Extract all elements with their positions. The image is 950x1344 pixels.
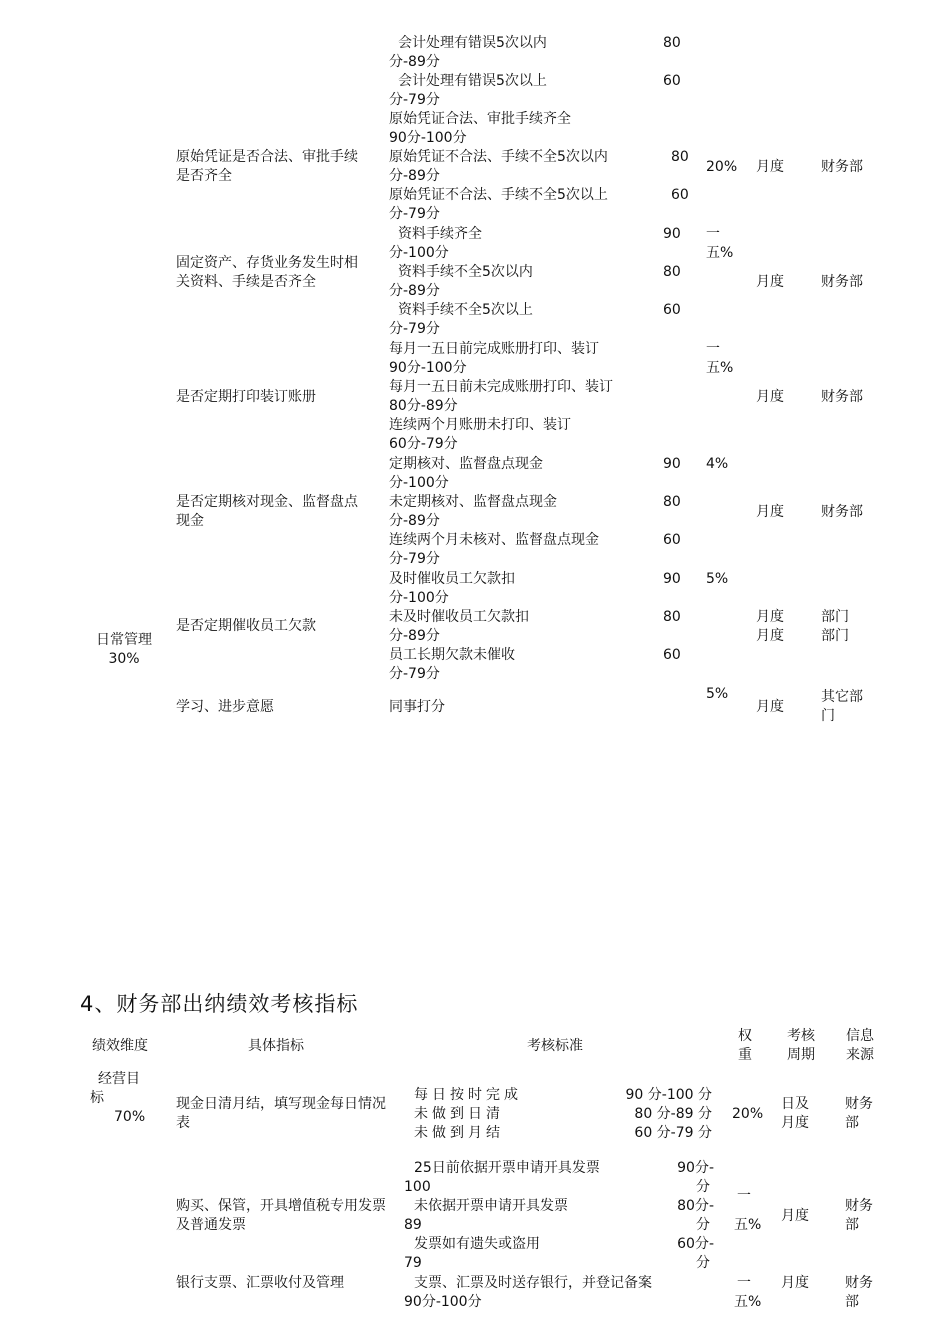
source-cell: 其它部 [821, 689, 863, 705]
criteria-score: 分 [696, 1255, 710, 1271]
criteria-line: 连续两个月未核对、监督盘点现金 [389, 532, 599, 548]
criteria-line: 90分-100分 [389, 130, 467, 146]
indicator-cell: 银行支票、汇票收付及管理 [176, 1275, 344, 1291]
dimension-weight: 70% [114, 1109, 146, 1125]
period-cell: 月度 [756, 504, 784, 520]
criteria-line: 分-79分 [389, 551, 440, 567]
criteria-line: 同事打分 [389, 699, 445, 715]
criteria-line: 分-89分 [389, 54, 440, 70]
dimension-name: 标 [90, 1090, 104, 1106]
period-cell: 月度 [756, 389, 784, 405]
weight-cell: 一 [737, 1275, 751, 1291]
criteria-score: 90 [663, 226, 681, 242]
criteria-score: 90 [663, 571, 681, 587]
criteria-score: 80 [663, 264, 681, 280]
criteria-line: 80分-89分 [389, 398, 458, 414]
header-source: 信息 [846, 1028, 874, 1044]
weight-cell: 五% [734, 1217, 762, 1233]
criteria-score: 分 [696, 1179, 710, 1195]
weight-cell: 5% [706, 686, 729, 702]
header-criteria: 考核标准 [527, 1038, 583, 1054]
source-cell: 财务 [845, 1096, 873, 1112]
weight-cell: 一 [706, 341, 720, 357]
source-cell: 部 [845, 1217, 859, 1233]
criteria-line: 资料手续不全5次以上 [398, 302, 533, 318]
header-period: 考核 [787, 1028, 815, 1044]
criteria-line: 每月一五日前完成账册打印、装订 [389, 341, 599, 357]
weight-cell: 一 [706, 226, 720, 242]
indicator-cell: 学习、进步意愿 [176, 699, 274, 715]
weight-cell: 五% [706, 360, 734, 376]
criteria-line: 资料手续齐全 [398, 226, 482, 242]
source-cell: 财务 [845, 1275, 873, 1291]
criteria-score: 80 分-89 分 [634, 1106, 712, 1122]
criteria-score: 80 [663, 35, 681, 51]
criteria-score: 90 [663, 456, 681, 472]
period-cell: 月度 [756, 699, 784, 715]
weight-cell: 五% [706, 245, 734, 261]
period-cell: 月度 [756, 274, 784, 290]
header-weight: 权 [738, 1028, 752, 1044]
criteria-line: 资料手续不全5次以内 [398, 264, 533, 280]
dimension-name: 日常管理 [96, 632, 152, 648]
header-period: 周期 [787, 1047, 815, 1063]
source-cell: 财务部 [821, 389, 863, 405]
criteria-line: 员工长期欠款未催收 [389, 647, 515, 663]
criteria-line: 89 [404, 1217, 422, 1233]
criteria-score: 60 [663, 647, 681, 663]
criteria-line: 未做到月结 [414, 1125, 504, 1141]
period-cell: 月度 [756, 609, 784, 625]
criteria-line: 支票、汇票及时送存银行，并登记备案 [414, 1275, 652, 1291]
indicator-cell: 购买、保管，开具增值税专用发票及普通发票 [176, 1198, 386, 1233]
source-cell: 部门 [821, 628, 849, 644]
criteria-line: 60分-79分 [389, 436, 458, 452]
criteria-line: 每月一五日前未完成账册打印、装订 [389, 379, 613, 395]
header-weight: 重 [738, 1047, 752, 1063]
criteria-score: 分 [696, 1217, 710, 1233]
header-dimension: 绩效维度 [92, 1038, 148, 1054]
criteria-line: 90分-100分 [404, 1294, 482, 1310]
criteria-line: 79 [404, 1255, 422, 1271]
criteria-score: 80 [663, 609, 681, 625]
indicator-cell: 原始凭证是否合法、审批手续是否齐全 [176, 149, 358, 184]
source-cell: 财务 [845, 1198, 873, 1214]
weight-cell: 一 [737, 1188, 751, 1204]
weight-cell: 20% [706, 159, 738, 175]
period-cell: 月度 [756, 628, 784, 644]
period-cell: 月度 [756, 159, 784, 175]
indicator-cell: 现金日清月结，填写现金每日情况表 [176, 1096, 386, 1131]
source-cell: 门 [821, 708, 835, 724]
criteria-line: 发票如有遗失或盗用 [414, 1236, 540, 1252]
criteria-line: 分-89分 [389, 168, 440, 184]
dimension-weight: 30% [108, 651, 140, 667]
criteria-line: 分-79分 [389, 92, 440, 108]
criteria-line: 分-100分 [389, 475, 449, 491]
header-indicator: 具体指标 [248, 1038, 304, 1054]
criteria-line: 连续两个月账册未打印、装订 [389, 417, 571, 433]
period-cell: 月度 [781, 1115, 809, 1131]
criteria-line: 分-79分 [389, 666, 440, 682]
indicator-cell: 是否定期核对现金、监督盘点现金 [176, 494, 358, 529]
header-source: 来源 [846, 1047, 874, 1063]
criteria-score: 60 [663, 302, 681, 318]
source-cell: 财务部 [821, 504, 863, 520]
criteria-score: 60 [663, 73, 681, 89]
criteria-line: 原始凭证不合法、手续不全5次以上 [389, 187, 608, 203]
weight-cell: 4% [706, 456, 729, 472]
criteria-line: 分-89分 [389, 513, 440, 529]
criteria-line: 及时催收员工欠款扣 [389, 571, 515, 587]
criteria-score: 60 [671, 187, 689, 203]
weight-cell: 20% [732, 1106, 764, 1122]
criteria-score: 90分- [677, 1160, 714, 1176]
dimension-name: 经营目 [98, 1071, 140, 1087]
criteria-score: 60 [663, 532, 681, 548]
criteria-line: 会计处理有错误5次以内 [398, 35, 547, 51]
criteria-line: 会计处理有错误5次以上 [398, 73, 547, 89]
criteria-line: 未做到日清 [414, 1106, 504, 1122]
criteria-line: 原始凭证合法、审批手续齐全 [389, 111, 571, 127]
criteria-score: 60 分-79 分 [634, 1125, 712, 1141]
criteria-line: 分-89分 [389, 628, 440, 644]
criteria-score: 80分- [677, 1198, 714, 1214]
indicator-cell: 固定资产、存货业务发生时相关资料、手续是否齐全 [176, 255, 358, 290]
source-cell: 部 [845, 1115, 859, 1131]
period-cell: 月度 [781, 1275, 809, 1291]
section-title: 4、财务部出纳绩效考核指标 [80, 992, 359, 1016]
period-cell: 月度 [781, 1208, 809, 1224]
criteria-line: 定期核对、监督盘点现金 [389, 456, 543, 472]
source-cell: 部门 [821, 609, 849, 625]
criteria-line: 分-89分 [389, 283, 440, 299]
criteria-line: 每日按时完成 [414, 1087, 522, 1103]
source-cell: 财务部 [821, 274, 863, 290]
source-cell: 部 [845, 1294, 859, 1310]
weight-cell: 5% [706, 571, 729, 587]
criteria-line: 25日前依据开票申请开具发票 [414, 1160, 600, 1176]
criteria-line: 未及时催收员工欠款扣 [389, 609, 529, 625]
criteria-line: 分-79分 [389, 206, 440, 222]
criteria-line: 90分-100分 [389, 360, 467, 376]
indicator-cell: 是否定期催收员工欠款 [176, 618, 316, 634]
weight-cell: 五% [734, 1294, 762, 1310]
dimension-cell [84, 631, 164, 669]
criteria-line: 分-79分 [389, 321, 440, 337]
criteria-line: 分-100分 [389, 590, 449, 606]
criteria-line: 未定期核对、监督盘点现金 [389, 494, 557, 510]
criteria-line: 原始凭证不合法、手续不全5次以内 [389, 149, 608, 165]
criteria-score: 80 [671, 149, 689, 165]
criteria-score: 60分- [677, 1236, 714, 1252]
indicator-cell: 是否定期打印装订账册 [176, 389, 316, 405]
criteria-line: 100 [404, 1179, 431, 1195]
source-cell: 财务部 [821, 159, 863, 175]
period-cell: 日及 [781, 1096, 809, 1112]
criteria-line: 分-100分 [389, 245, 449, 261]
criteria-line: 未依据开票申请开具发票 [414, 1198, 568, 1214]
criteria-score: 80 [663, 494, 681, 510]
criteria-score: 90 分-100 分 [625, 1087, 712, 1103]
